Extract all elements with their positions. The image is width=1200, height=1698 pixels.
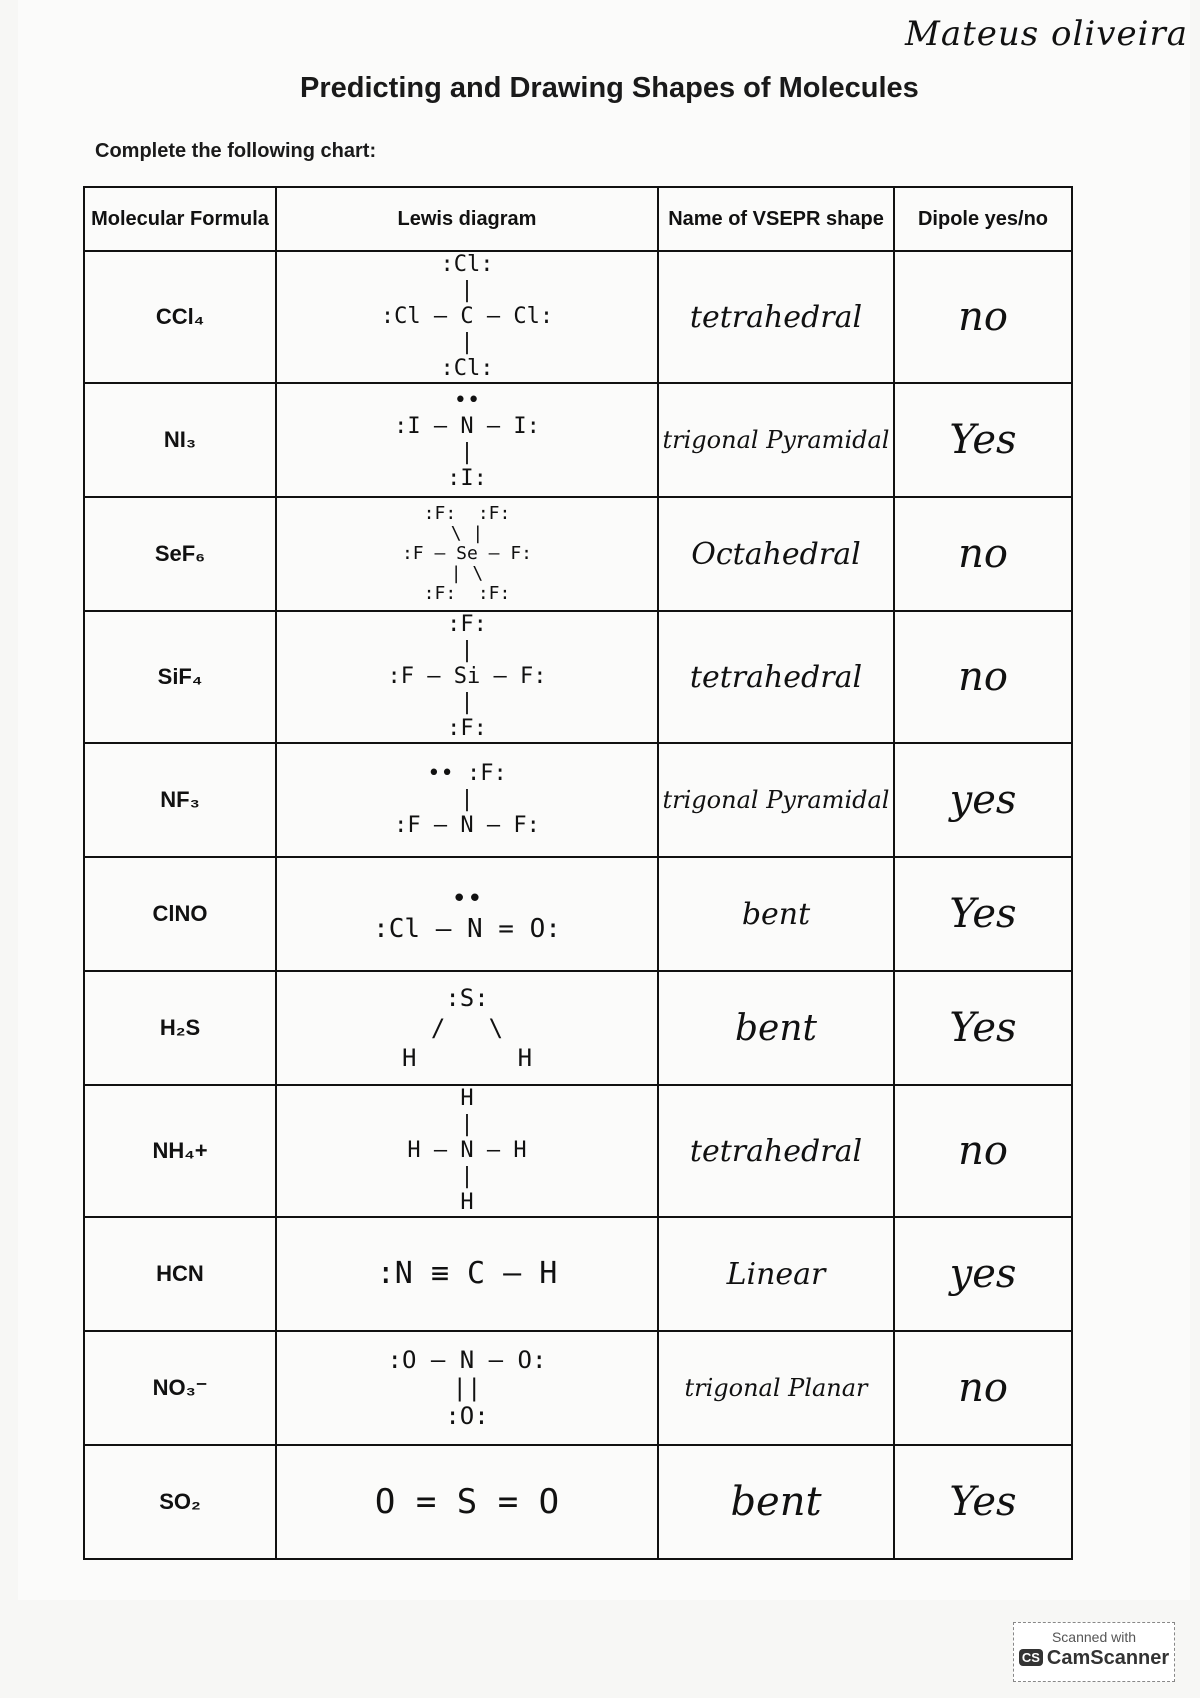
lewis-cell — [276, 251, 658, 383]
dipole-cell: no — [894, 1331, 1072, 1445]
table-row — [84, 1331, 1072, 1445]
table-row — [84, 383, 1072, 497]
shape-cell: trigonal Pyramidal — [658, 743, 894, 857]
lewis-cell — [276, 611, 658, 743]
lewis-diagram: :Cl: | :Cl — C — Cl: | :Cl: — [380, 252, 554, 381]
lewis-cell — [276, 1445, 658, 1559]
shape-cell: trigonal Planar — [658, 1331, 894, 1445]
molecule-chart — [83, 186, 1073, 1560]
table-row — [84, 743, 1072, 857]
instructions: Complete the following chart: — [95, 140, 377, 162]
header-shape: Name of VSEPR shape — [658, 187, 894, 251]
formula-cell: NH₄+ — [84, 1085, 276, 1217]
author-signature: Mateus oliveira — [905, 14, 1188, 54]
formula-cell: NO₃⁻ — [84, 1331, 276, 1445]
watermark-brand — [1014, 1647, 1174, 1670]
lewis-diagram: :S: / \ H H — [401, 984, 533, 1072]
lewis-diagram: :N ≡ C — H — [376, 1256, 558, 1291]
formula-cell: SeF₆ — [84, 497, 276, 611]
shape-cell: tetrahedral — [658, 1085, 894, 1217]
lewis-diagram: :F: :F: \ | :F — Se — F: | \ :F: :F: — [401, 503, 533, 604]
table-row — [84, 611, 1072, 743]
formula-cell: SiF₄ — [84, 611, 276, 743]
lewis-cell — [276, 497, 658, 611]
lewis-diagram: H | H — N — H | H — [407, 1086, 527, 1215]
formula-cell: ClNO — [84, 857, 276, 971]
dipole-cell: yes — [894, 1217, 1072, 1331]
lewis-cell — [276, 1085, 658, 1217]
watermark-brand-name: CamScanner — [1046, 1647, 1170, 1669]
lewis-diagram: •• :F: | :F — N — F: — [394, 761, 540, 838]
shape-cell: bent — [658, 857, 894, 971]
shape-cell: bent — [658, 1445, 894, 1559]
page-title: Predicting and Drawing Shapes of Molecules — [300, 72, 919, 104]
dipole-cell: no — [894, 251, 1072, 383]
dipole-cell: no — [894, 611, 1072, 743]
formula-cell: CCl₄ — [84, 251, 276, 383]
dipole-cell: Yes — [894, 971, 1072, 1085]
header-row — [84, 187, 1072, 251]
dipole-cell: Yes — [894, 857, 1072, 971]
lewis-cell — [276, 857, 658, 971]
dipole-cell: no — [894, 497, 1072, 611]
lewis-cell — [276, 743, 658, 857]
watermark-caption: Scanned with — [1051, 1629, 1137, 1645]
table-row — [84, 857, 1072, 971]
lewis-diagram: •• :I — N — I: | :I: — [394, 388, 540, 491]
lewis-cell — [276, 1331, 658, 1445]
formula-cell: H₂S — [84, 971, 276, 1085]
lewis-diagram: :F: | :F — Si — F: | :F: — [387, 612, 547, 741]
lewis-cell — [276, 971, 658, 1085]
dipole-cell: yes — [894, 743, 1072, 857]
table-row — [84, 1217, 1072, 1331]
header-dipole: Dipole yes/no — [894, 187, 1072, 251]
lewis-cell — [276, 1217, 658, 1331]
formula-cell: HCN — [84, 1217, 276, 1331]
lewis-diagram: :O — N — O: || :O: — [387, 1346, 547, 1430]
shape-cell: trigonal Pyramidal — [658, 383, 894, 497]
table-row — [84, 971, 1072, 1085]
header-formula: Molecular Formula — [84, 187, 276, 251]
table-row — [84, 1085, 1072, 1217]
shape-cell: Octahedral — [658, 497, 894, 611]
table-row — [84, 497, 1072, 611]
camscanner-logo-icon: CS — [1019, 1649, 1043, 1666]
header-lewis: Lewis diagram — [276, 187, 658, 251]
table-row — [84, 1445, 1072, 1559]
dipole-cell: Yes — [894, 383, 1072, 497]
shape-cell: tetrahedral — [658, 251, 894, 383]
dipole-cell: no — [894, 1085, 1072, 1217]
shape-cell: bent — [658, 971, 894, 1085]
lewis-cell — [276, 383, 658, 497]
lewis-diagram: •• :Cl — N = O: — [373, 884, 561, 944]
shape-cell: tetrahedral — [658, 611, 894, 743]
lewis-diagram: O = S = O — [374, 1482, 560, 1522]
dipole-cell: Yes — [894, 1445, 1072, 1559]
formula-cell: SO₂ — [84, 1445, 276, 1559]
shape-cell: Linear — [658, 1217, 894, 1331]
camscanner-watermark — [1013, 1622, 1175, 1682]
formula-cell: NI₃ — [84, 383, 276, 497]
table-row — [84, 251, 1072, 383]
formula-cell: NF₃ — [84, 743, 276, 857]
